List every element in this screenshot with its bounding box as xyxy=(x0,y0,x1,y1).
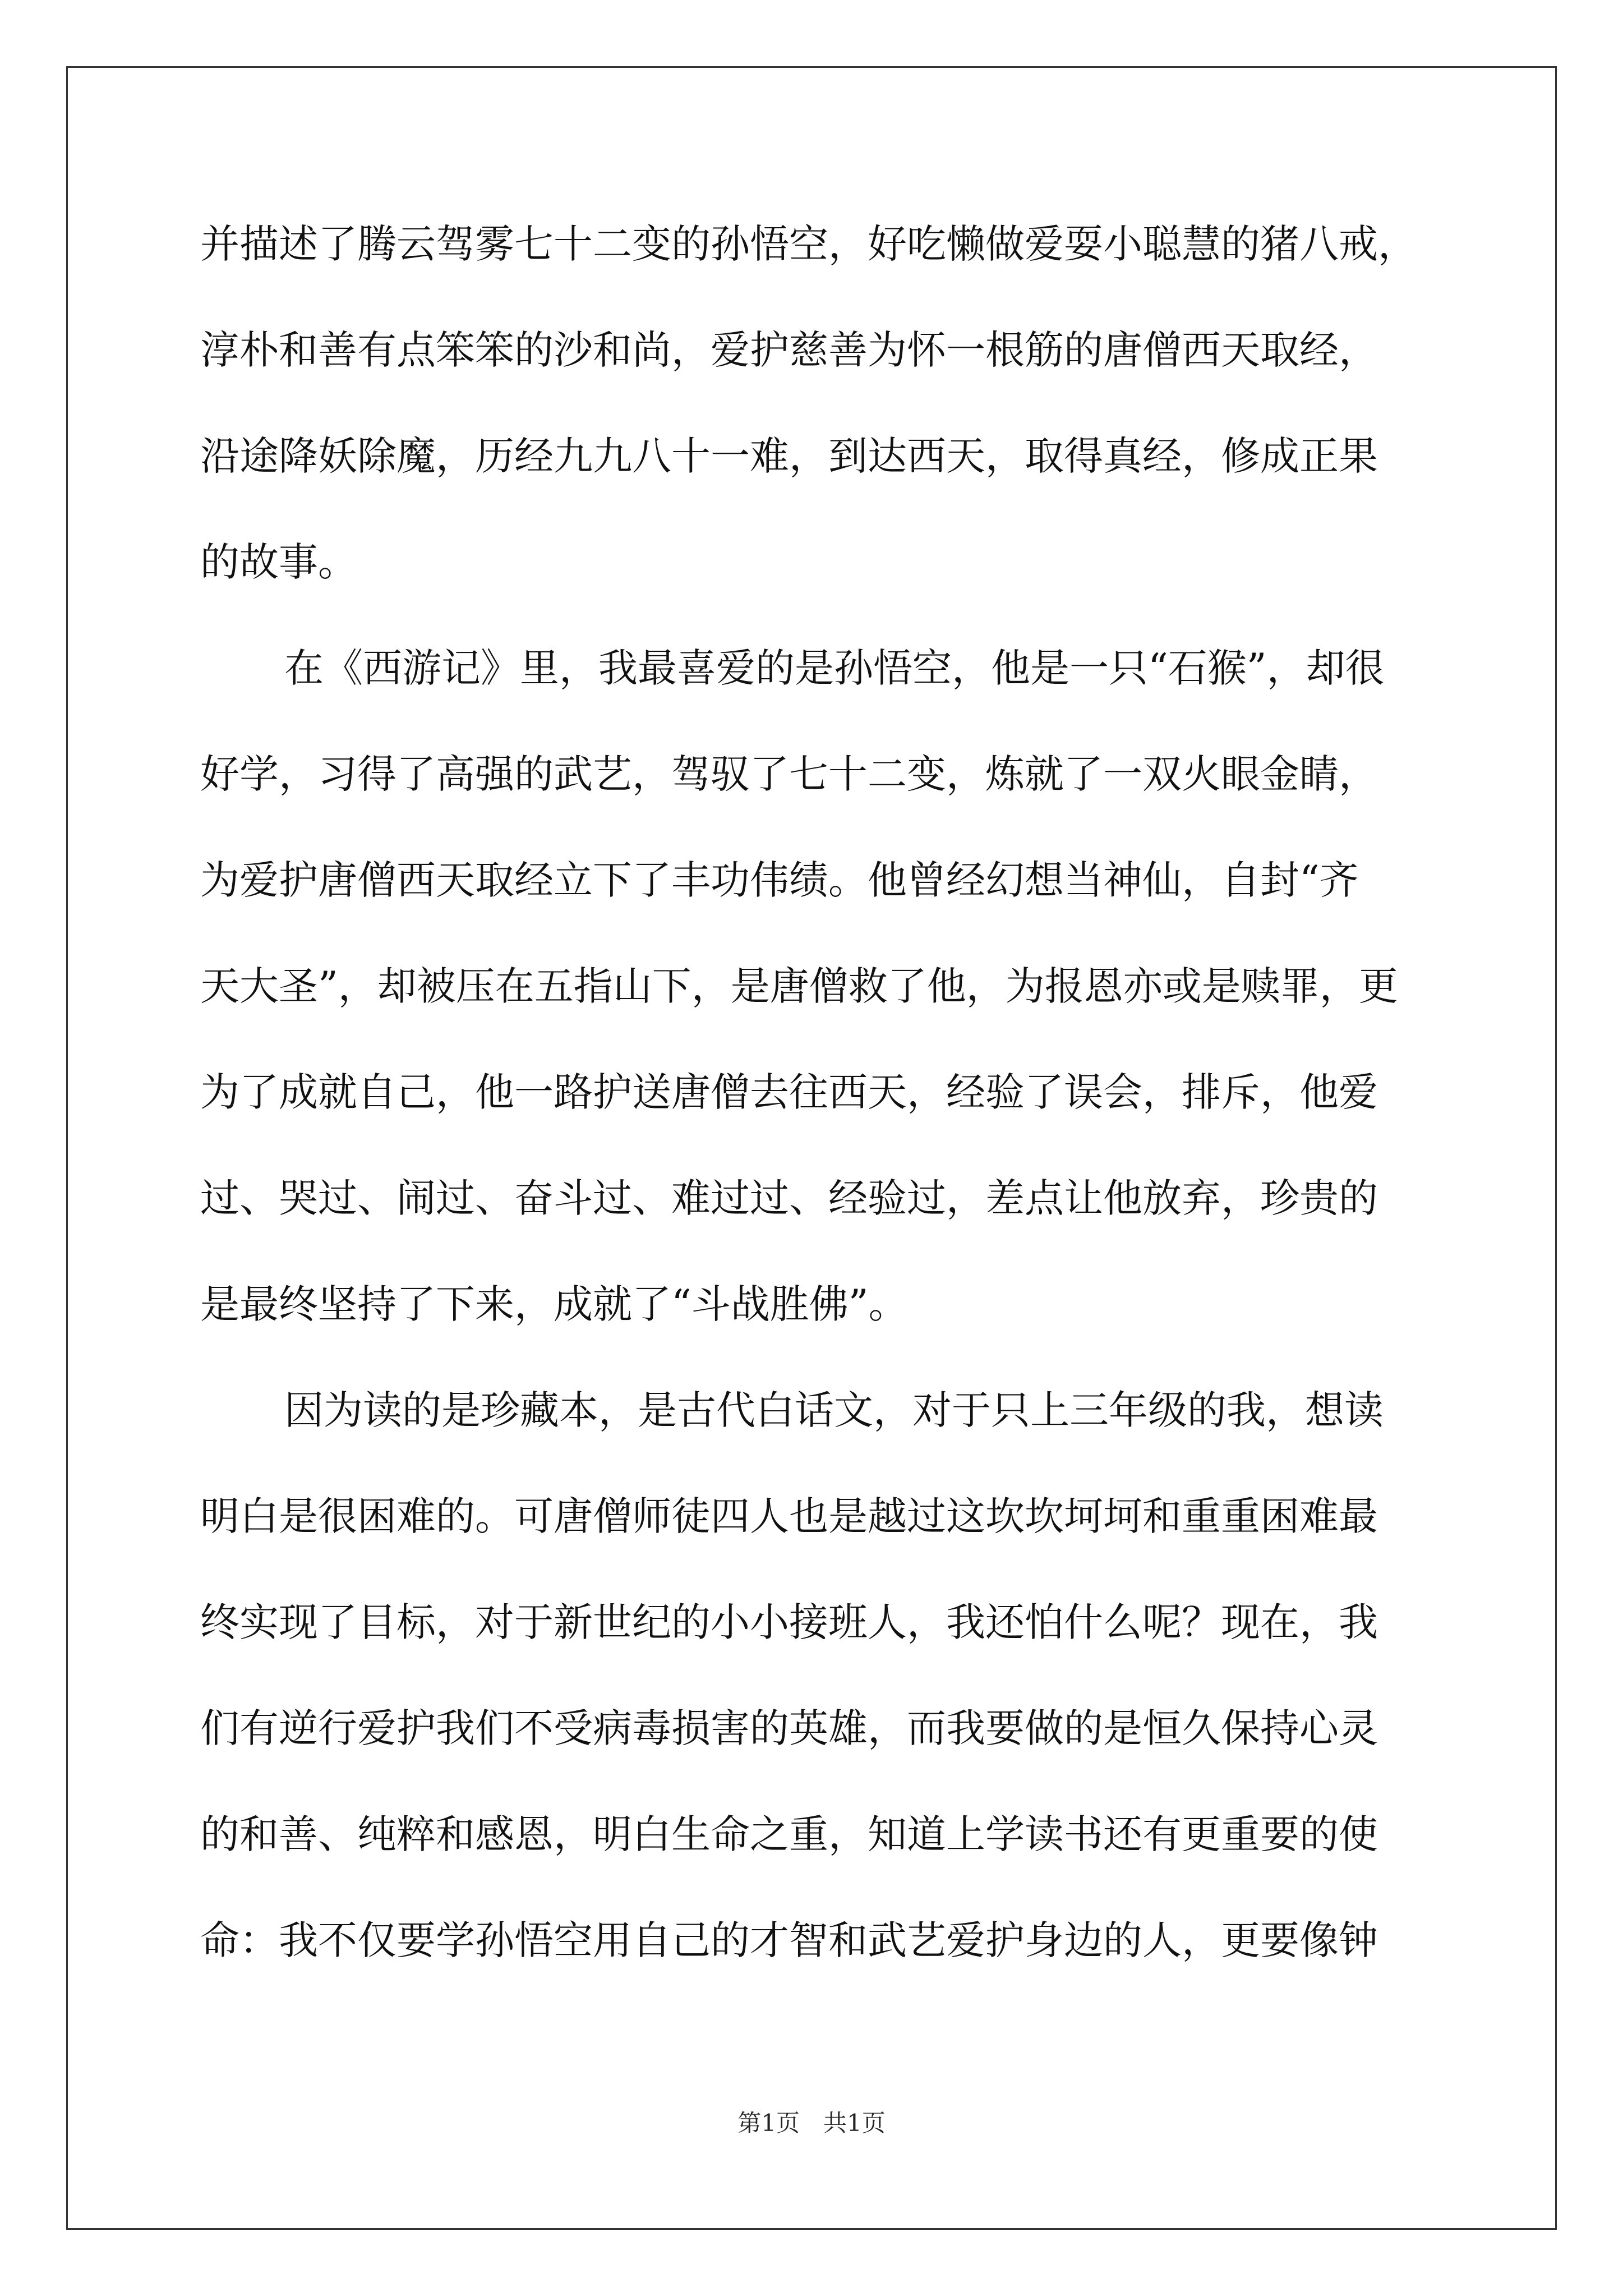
text-line: 淳朴和善有点笨笨的沙和尚，爱护慈善为怀一根筋的唐僧西天取经， xyxy=(200,327,1378,373)
text-line: 为爱护唐僧西天取经立下了丰功伟绩。他曾经幻想当神仙，自封“齐 xyxy=(200,857,1359,903)
text-line: 并描述了腾云驾雾七十二变的孙悟空，好吃懒做爱耍小聪慧的猪八戒， xyxy=(200,221,1417,267)
text-line: 天大圣”，却被压在五指山下，是唐僧救了他，为报恩亦或是赎罪，更 xyxy=(200,963,1398,1009)
text-line: 终实现了目标，对于新世纪的小小接班人，我还怕什么呢？现在，我 xyxy=(200,1599,1378,1645)
paragraph-first-line: 在《西游记》里，我最喜爱的是孙悟空，他是一只“石猴”，却很 xyxy=(284,645,1385,691)
text-line: 为了成就自己，他一路护送唐僧去往西天，经验了误会，排斥，他爱 xyxy=(200,1069,1378,1115)
text-line: 们有逆行爱护我们不受病毒损害的英雄，而我要做的是恒久保持心灵 xyxy=(200,1705,1378,1751)
text-line: 明白是很困难的。可唐僧师徒四人也是越过这坎坎坷坷和重重困难最 xyxy=(200,1493,1378,1539)
text-line: 命：我不仅要学孙悟空用自己的才智和武艺爱护身边的人，更要像钟 xyxy=(200,1917,1378,1963)
page-number: 第1页 共1页 xyxy=(737,2109,886,2137)
paragraph-first-line: 因为读的是珍藏本，是古代白话文，对于只上三年级的我，想读 xyxy=(284,1387,1384,1433)
text-line: 沿途降妖除魔，历经九九八十一难，到达西天，取得真经，修成正果 xyxy=(200,433,1378,479)
text-line: 过、哭过、闹过、奋斗过、难过过、经验过，差点让他放弃，珍贵的 xyxy=(200,1175,1378,1221)
text-line: 好学，习得了高强的武艺，驾驭了七十二变，炼就了一双火眼金睛， xyxy=(200,751,1378,797)
text-line: 的和善、纯粹和感恩，明白生命之重，知道上学读书还有更重要的使 xyxy=(200,1811,1378,1857)
text-line: 的故事。 xyxy=(200,539,357,585)
body-text xyxy=(200,213,1434,2016)
text-line: 是最终坚持了下来，成就了“斗战胜佛”。 xyxy=(200,1281,908,1327)
